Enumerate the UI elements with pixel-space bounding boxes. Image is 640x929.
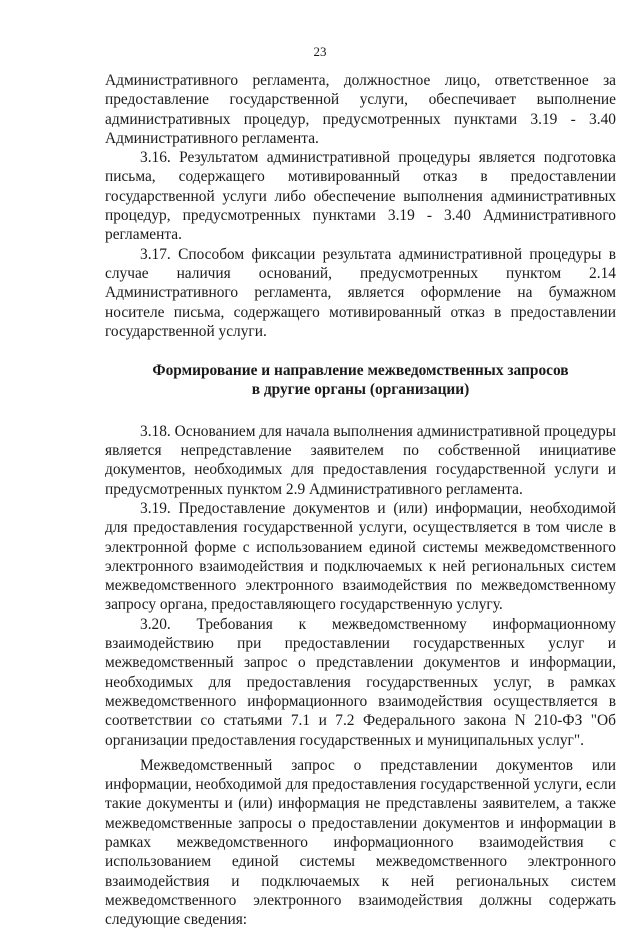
paragraph-3-20: 3.20. Требования к межведомственному информационному взаимодействию при предоставлении государственных услуг и межведомственный запрос о представлении документов и информации, необходимых для предоставления государственных услуг, в рамках межведомственного информационного взаимодействия осуществляется в соответствии со статьями 7.1 и 7.2 Федерального закона N 210-ФЗ "Об организации предоставления государственных и муниципальных услуг". — [105, 615, 616, 749]
document-body — [105, 71, 616, 929]
section-heading-line-1: Формирование и направление межведомственных запросов — [152, 362, 569, 380]
paragraph-3-17: 3.17. Способом фиксации результата административной процедуры в случае наличия оснований, предусмотренных пунктом 2.14 Административного регламента, является оформление на бумажном носителе письма, содержащего мотивированный отказ в предоставлении государственной услуги. — [105, 245, 616, 340]
paragraph-interagency-request: Межведомственный запрос о представлении документов или информации, необходимой для предоставления государственной услуги, если такие документы и (или) информация не представлены заявителем, а также межведомственные запросы о предоставлении документов и информации в рамках межведомственного информационного взаимодействия с использованием единой системы межведомственного электронного взаимодействия и подключаемых к ней региональных систем межведомственного электронного взаимодействия должны содержать следующие сведения: — [105, 756, 616, 929]
page-number: 23 — [313, 44, 327, 59]
section-heading — [105, 361, 616, 400]
paragraph-3-19: 3.19. Предоставление документов и (или) информации, необходимой для предоставления государственной услуги, осуществляется в том числе в электронной форме с использованием единой системы межведомственного электронного взаимодействия и подключаемых к ней региональных систем межведомственного электронного взаимодействия по межведомственному запросу органа, предоставляющего государственную услугу. — [105, 499, 616, 614]
paragraph-3-16: 3.16. Результатом административной процедуры является подготовка письма, содержащего мотивированный отказ в предоставлении государственной услуги либо обеспечение выполнения административных процедур, предусмотренных пунктами 3.19 - 3.40 Административного регламента. — [105, 149, 616, 244]
paragraph-3-18: 3.18. Основанием для начала выполнения административной процедуры является непредставление заявителем по собственной инициативе документов, необходимых для предоставления государственной услуги и предусмотренных пунктом 2.9 Административного регламента. — [105, 422, 617, 498]
paragraph-continuation: Административного регламента, должностное лицо, ответственное за предоставление государственной услуги, обеспечивает выполнение административных процедур, предусмотренных пунктами 3.19 - 3.40 Административного регламента. — [105, 72, 616, 147]
section-heading-line-2: в другие органы (организации) — [251, 381, 470, 399]
